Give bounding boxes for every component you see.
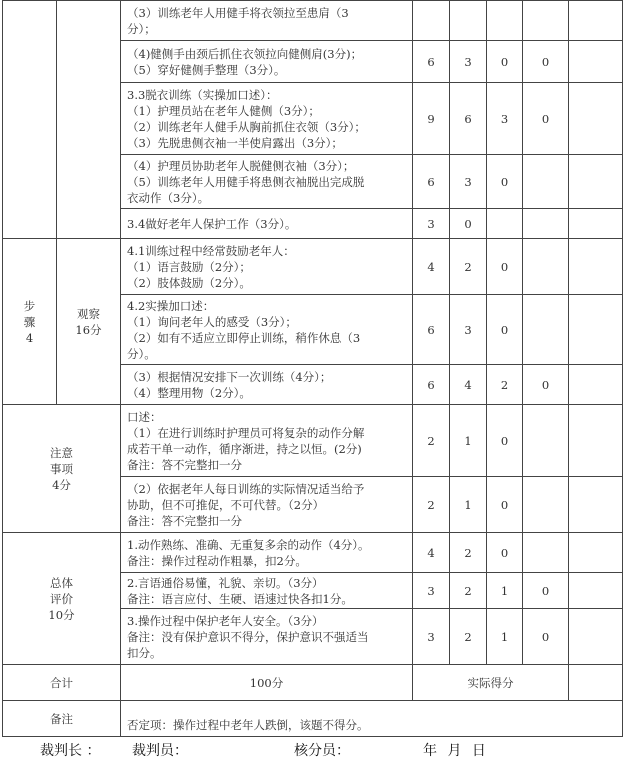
score-cell — [523, 1, 569, 41]
text-line: 注意 — [50, 445, 73, 460]
actual-score-input[interactable] — [569, 665, 623, 701]
scorer-label: 核分员： — [294, 743, 350, 759]
actual-score-cell — [569, 155, 623, 209]
actual-score-label: 实际得分 — [413, 665, 569, 701]
text-line: 事项 — [50, 461, 73, 476]
remarks-row — [3, 701, 623, 737]
score-cell: 1 — [450, 477, 487, 533]
score-cell: 3 — [450, 155, 487, 209]
criteria-cell — [121, 1, 413, 41]
chief-judge-label: 裁判长 ： — [40, 743, 101, 759]
actual-score-cell — [569, 405, 623, 477]
text-line: 分）； — [127, 21, 156, 36]
text-line: 分）。 — [127, 346, 156, 361]
criteria-cell — [121, 295, 413, 365]
score-cell: 2 — [413, 405, 450, 477]
score-cell: 4 — [413, 239, 450, 295]
score-cell: 0 — [523, 573, 569, 609]
text-line: 备注：没有保护意识不得分，保护意识不强适当 — [127, 629, 369, 644]
score-cell: 0 — [487, 239, 523, 295]
score-cell: 0 — [523, 83, 569, 155]
scoring-table — [2, 0, 623, 737]
score-cell: 9 — [413, 83, 450, 155]
actual-score-cell — [569, 365, 623, 405]
actual-score-cell — [569, 209, 623, 239]
score-cell: 0 — [523, 41, 569, 83]
score-cell: 2 — [450, 609, 487, 665]
text-line: 4 — [25, 330, 34, 345]
text-line: （4）护理员协助老年人脱健侧衣袖（3分）； — [127, 158, 355, 173]
score-cell: 2 — [450, 573, 487, 609]
text-line: 4.2实操加口述： — [127, 298, 215, 313]
signature-footer — [0, 740, 624, 762]
criteria-cell — [121, 155, 413, 209]
text-line: （1）护理员站在老年人健侧（3分）； — [127, 103, 320, 118]
criteria-cell — [121, 41, 413, 83]
score-cell: 0 — [487, 533, 523, 573]
score-cell — [450, 1, 487, 41]
step3-sub-cell — [57, 1, 121, 239]
actual-score-cell — [569, 533, 623, 573]
score-cell — [523, 209, 569, 239]
actual-score-cell — [569, 295, 623, 365]
score-cell: 1 — [450, 405, 487, 477]
score-cell: 2 — [413, 477, 450, 533]
score-cell: 2 — [450, 239, 487, 295]
text-line: 3.3脱衣训练（实操加口述）： — [127, 87, 278, 102]
score-cell — [487, 209, 523, 239]
score-cell: 6 — [413, 155, 450, 209]
criteria-cell — [121, 609, 413, 665]
criteria-cell — [121, 83, 413, 155]
text-line: 备注：答不完整扣一分 — [127, 457, 242, 472]
text-line: 成若干单一动作，循序渐进，持之以恒。(2分) — [127, 441, 362, 456]
text-line: （4）整理用物（2分）。 — [127, 385, 251, 400]
actual-score-cell — [569, 477, 623, 533]
score-cell: 0 — [487, 477, 523, 533]
total-value: 100分 — [121, 665, 413, 701]
text-line: （3）训练老年人用健手将衣领拉至患肩（3 — [127, 5, 349, 20]
score-cell — [523, 295, 569, 365]
step3-cell — [3, 1, 57, 239]
table-row — [3, 239, 623, 295]
criteria-cell — [121, 405, 413, 477]
total-row — [3, 665, 623, 701]
date-label: 年 月 日 — [423, 743, 489, 759]
text-line: （3）根据情况安排下一次训练（4分）； — [127, 369, 332, 384]
text-line: 3.4做好老年人保护工作（3分）。 — [127, 216, 297, 231]
text-line: 衣动作（3分）。 — [127, 190, 210, 205]
text-line: （1）语言鼓励（2分）； — [127, 259, 251, 274]
score-cell — [523, 155, 569, 209]
text-line: 4分 — [52, 477, 71, 492]
text-line: 口述： — [127, 409, 162, 424]
score-cell: 0 — [523, 609, 569, 665]
score-cell: 0 — [450, 209, 487, 239]
text-line: （1）询问老年人的感受（3分）； — [127, 314, 297, 329]
actual-score-cell — [569, 573, 623, 609]
overall-section-cell — [3, 533, 121, 665]
score-cell: 3 — [413, 609, 450, 665]
text-line: 备注：操作过程动作粗暴，扣2分。 — [127, 553, 307, 568]
text-line: 评价 — [50, 591, 73, 606]
remarks-text: 否定项：操作过程中老年人跌倒，该题不得分。 — [121, 701, 623, 737]
score-cell: 1 — [487, 609, 523, 665]
criteria-cell — [121, 239, 413, 295]
score-cell: 4 — [413, 533, 450, 573]
actual-score-cell — [569, 41, 623, 83]
notes-section-cell — [3, 405, 121, 533]
text-line: 观察 — [77, 306, 100, 321]
criteria-cell — [121, 477, 413, 533]
text-line: （2）训练老年人健手从胸前抓住衣领（3分）； — [127, 119, 366, 134]
criteria-cell — [121, 365, 413, 405]
text-line: （5）穿好健侧手整理（3分）。 — [127, 62, 286, 77]
score-cell: 2 — [487, 365, 523, 405]
actual-score-cell — [569, 239, 623, 295]
text-line: 备注：语言应付、生硬、语速过快各扣1分。 — [127, 591, 353, 606]
text-line: （2）依据老年人每日训练的实际情况适当给予 — [127, 481, 365, 496]
step4-sub-cell — [57, 239, 121, 405]
text-line: 1.动作熟练、准确、无重复多余的动作（4分）。 — [127, 537, 370, 552]
remarks-label: 备注 — [3, 701, 121, 737]
score-cell: 4 — [450, 365, 487, 405]
score-cell: 0 — [487, 155, 523, 209]
score-cell — [523, 239, 569, 295]
score-cell — [413, 1, 450, 41]
judge-label: 裁判员： — [132, 743, 188, 759]
table-row — [3, 533, 623, 573]
score-cell: 3 — [413, 573, 450, 609]
criteria-cell — [121, 573, 413, 609]
text-line: 总体 — [50, 575, 73, 590]
table-row — [3, 405, 623, 477]
score-cell: 3 — [450, 295, 487, 365]
text-line: 16分 — [75, 322, 102, 337]
text-line: （4)健侧手由颈后抓住衣领拉向健侧肩(3分)； — [127, 46, 363, 61]
score-cell: 6 — [413, 41, 450, 83]
actual-score-cell — [569, 83, 623, 155]
text-line: （5）训练老年人用健手将患侧衣袖脱出完成脱 — [127, 174, 365, 189]
score-cell: 0 — [487, 41, 523, 83]
text-line: 步 — [23, 298, 36, 313]
table-row — [3, 1, 623, 41]
score-cell: 0 — [487, 405, 523, 477]
text-line: 2.言语通俗易懂，礼貌、亲切。（3分） — [127, 575, 324, 590]
text-line: 扣分。 — [127, 645, 162, 660]
total-label: 合计 — [3, 665, 121, 701]
score-cell: 0 — [523, 365, 569, 405]
criteria-cell — [121, 533, 413, 573]
text-line: （2）如有不适应立即停止训练，稍作休息（3 — [127, 330, 361, 345]
score-cell: 6 — [413, 365, 450, 405]
text-line: 骤 — [23, 314, 36, 329]
score-cell — [523, 405, 569, 477]
text-line: 备注：答不完整扣一分 — [127, 513, 242, 528]
score-cell: 3 — [413, 209, 450, 239]
score-cell: 3 — [487, 83, 523, 155]
text-line: （3）先脱患侧衣袖一半使肩露出（3分）； — [127, 135, 343, 150]
step4-cell — [3, 239, 57, 405]
text-line: 10分 — [48, 607, 75, 622]
score-cell: 3 — [450, 41, 487, 83]
score-cell: 0 — [487, 295, 523, 365]
text-line: 3.操作过程中保护老年人安全。（3分） — [127, 613, 324, 628]
score-cell: 6 — [413, 295, 450, 365]
text-line: （1）在进行训练时护理员可将复杂的动作分解 — [127, 425, 365, 440]
score-cell: 6 — [450, 83, 487, 155]
actual-score-cell — [569, 1, 623, 41]
criteria-cell — [121, 209, 413, 239]
score-cell: 2 — [450, 533, 487, 573]
text-line: （2）肢体鼓励（2分）。 — [127, 275, 251, 290]
text-line: 协助，但不可推促，不可代替。（2分） — [127, 497, 325, 512]
score-cell — [523, 477, 569, 533]
score-cell: 1 — [487, 573, 523, 609]
actual-score-cell — [569, 609, 623, 665]
text-line: 4.1训练过程中经常鼓励老年人： — [127, 243, 295, 258]
score-cell — [487, 1, 523, 41]
score-cell — [523, 533, 569, 573]
